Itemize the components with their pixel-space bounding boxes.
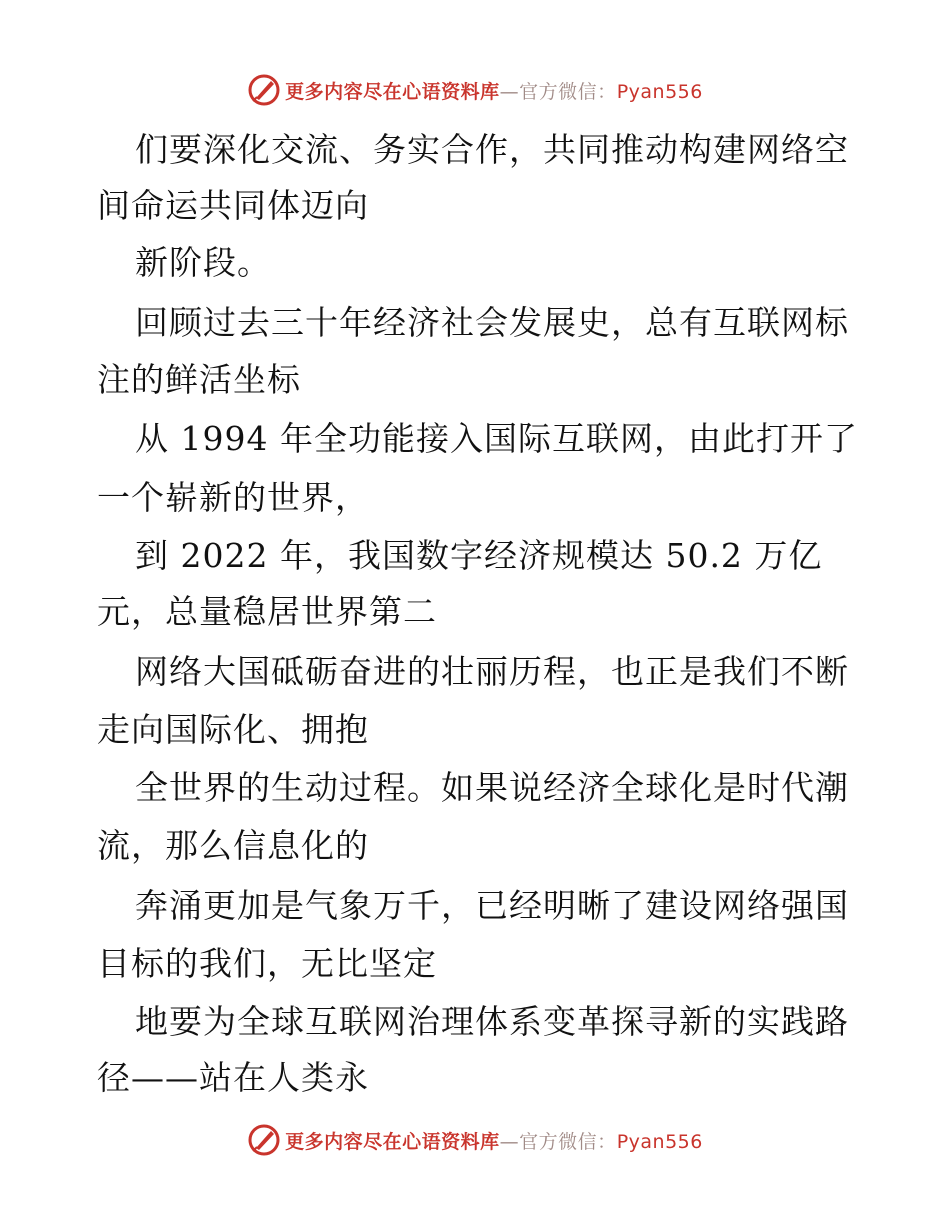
text-line: 新阶段。: [135, 243, 271, 282]
text-line: 径——站在人类永: [97, 1058, 369, 1097]
banner-title: 更多内容尽在心语资料库: [285, 80, 500, 103]
text-line: 地要为全球互联网治理体系变革探寻新的实践路: [135, 1002, 849, 1041]
header-banner: [0, 70, 950, 110]
banner-account: Pyan556: [616, 80, 703, 103]
banner-dash: —: [499, 80, 520, 103]
text-line: 注的鲜活坐标: [97, 360, 301, 399]
text-line: 网络大国砥砺奋进的壮丽历程，也正是我们不断: [135, 652, 849, 691]
text-line: 一个崭新的世界，: [97, 478, 369, 517]
text-line: 目标的我们，无比坚定: [97, 944, 437, 983]
banner-text: [285, 77, 703, 104]
banner-title: 更多内容尽在心语资料库: [285, 1130, 500, 1153]
footer-banner: [0, 1120, 950, 1160]
text-line: 流，那么信息化的: [97, 826, 369, 865]
banner-wechat-label: 官方微信：: [519, 1130, 617, 1153]
banner-text: [285, 1127, 703, 1154]
text-line: 们要深化交流、务实合作，共同推动构建网络空: [135, 130, 849, 169]
text-line: 到 2022 年，我国数字经济规模达 50.2 万亿: [135, 536, 823, 575]
banner-account: Pyan556: [616, 1130, 703, 1153]
quill-logo-icon: [247, 73, 281, 107]
text-line: 从 1994 年全功能接入国际互联网，由此打开了: [135, 419, 858, 458]
banner-wechat-label: 官方微信：: [519, 80, 617, 103]
banner-dash: —: [499, 1130, 520, 1153]
quill-logo-icon: [247, 1123, 281, 1157]
text-line: 奔涌更加是气象万千，已经明晰了建设网络强国: [135, 886, 849, 925]
text-line: 回顾过去三十年经济社会发展史，总有互联网标: [135, 303, 849, 342]
text-line: 走向国际化、拥抱: [97, 710, 369, 749]
text-line: 间命运共同体迈向: [97, 186, 369, 225]
text-line: 元，总量稳居世界第二: [97, 592, 437, 631]
text-line: 全世界的生动过程。如果说经济全球化是时代潮: [135, 768, 849, 807]
